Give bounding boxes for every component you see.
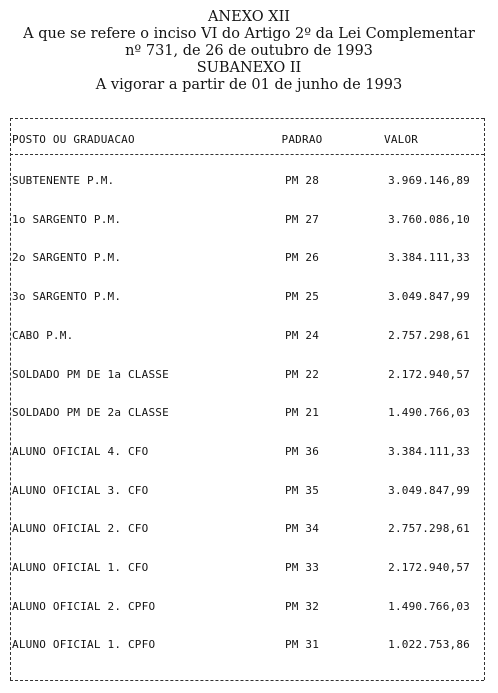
row-valor: 3.760.086,10 xyxy=(388,213,470,226)
row-padrao: PM 35 xyxy=(284,484,320,497)
row-valor: 1.490.766,03 xyxy=(388,600,470,613)
subannex-title: SUBANEXO II xyxy=(196,60,302,76)
row-padrao: PM 27 xyxy=(284,213,320,226)
row-padrao: PM 22 xyxy=(284,368,320,381)
row-posto: ALUNO OFICIAL 4. CFO xyxy=(12,445,149,458)
row-valor: 2.757.298,61 xyxy=(388,329,470,342)
row-valor: 2.757.298,61 xyxy=(388,522,470,535)
row-padrao: PM 34 xyxy=(284,522,320,535)
row-valor: 1.022.753,86 xyxy=(388,638,470,651)
row-posto: ALUNO OFICIAL 1. CFO xyxy=(12,561,149,574)
row-padrao: PM 25 xyxy=(284,290,320,303)
row-valor: 2.172.940,57 xyxy=(388,561,470,574)
table-top-border xyxy=(10,118,484,119)
row-valor: 3.969.146,89 xyxy=(388,174,470,187)
row-valor: 3.384.111,33 xyxy=(388,445,470,458)
row-posto: ALUNO OFICIAL 1. CPFO xyxy=(12,638,156,651)
row-posto: SUBTENENTE P.M. xyxy=(12,174,115,187)
row-padrao: PM 36 xyxy=(284,445,320,458)
annex-title: ANEXO XII xyxy=(207,9,291,25)
row-padrao: PM 21 xyxy=(284,406,320,419)
column-header-valor: VALOR xyxy=(384,133,419,146)
effective-date: A vigorar a partir de 01 de junho de 1993 xyxy=(95,77,403,93)
row-posto: 1o SARGENTO P.M. xyxy=(12,213,122,226)
row-posto: 3o SARGENTO P.M. xyxy=(12,290,122,303)
row-padrao: PM 24 xyxy=(284,329,320,342)
table-right-edge xyxy=(484,118,485,680)
row-valor: 2.172.940,57 xyxy=(388,368,470,381)
column-header-padrao: PADRAO xyxy=(281,133,323,146)
column-header-posto: POSTO OU GRADUACAO xyxy=(12,133,135,146)
row-posto: ALUNO OFICIAL 2. CFO xyxy=(12,522,149,535)
row-padrao: PM 28 xyxy=(284,174,320,187)
row-posto: 2o SARGENTO P.M. xyxy=(12,251,122,264)
row-valor: 3.049.847,99 xyxy=(388,290,470,303)
annex-reference: A que se refere o inciso VI do Artigo 2º da Lei Complementar xyxy=(23,26,475,42)
table-header-divider xyxy=(10,154,484,155)
row-posto: SOLDADO PM DE 1a CLASSE xyxy=(12,368,169,381)
row-valor: 3.049.847,99 xyxy=(388,484,470,497)
row-posto: ALUNO OFICIAL 3. CFO xyxy=(12,484,149,497)
table-left-edge xyxy=(10,118,11,680)
row-padrao: PM 31 xyxy=(284,638,320,651)
row-padrao: PM 32 xyxy=(284,600,320,613)
row-padrao: PM 33 xyxy=(284,561,320,574)
row-posto: SOLDADO PM DE 2a CLASSE xyxy=(12,406,169,419)
row-padrao: PM 26 xyxy=(284,251,320,264)
row-valor: 3.384.111,33 xyxy=(388,251,470,264)
table-bottom-border xyxy=(10,680,484,681)
row-posto: ALUNO OFICIAL 2. CPFO xyxy=(12,600,156,613)
row-posto: CABO P.M. xyxy=(12,329,74,342)
row-valor: 1.490.766,03 xyxy=(388,406,470,419)
annex-law-number: nº 731, de 26 de outubro de 1993 xyxy=(125,43,373,59)
